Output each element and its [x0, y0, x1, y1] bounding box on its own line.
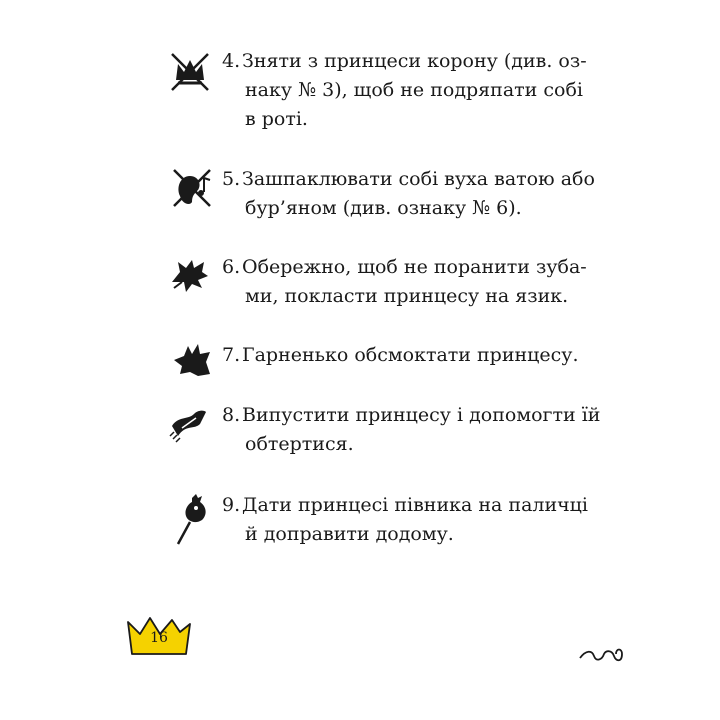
item-text-line: Обережно, щоб не поранити зуба- — [242, 256, 587, 278]
crossed-crown-icon — [168, 50, 212, 94]
towel-icon — [166, 402, 210, 446]
dragon-head-tongue-icon — [168, 252, 212, 296]
item-text-line: обтертися. — [245, 433, 354, 455]
item-number: 9. — [222, 494, 241, 516]
item-text-line: Зняти з принцеси корону (див. оз- — [242, 50, 587, 72]
item-number: 5. — [222, 168, 241, 190]
item-number: 6. — [222, 256, 241, 278]
item-text-line: в роті. — [245, 108, 308, 130]
flourish-icon — [578, 646, 624, 666]
page-number: 16 — [150, 630, 168, 646]
item-number: 8. — [222, 404, 241, 426]
item-text-line: Випустити принцесу і допомогти їй — [242, 404, 601, 426]
rooster-lollipop-icon — [174, 492, 218, 546]
item-number: 7. — [222, 344, 241, 366]
crossed-ear-music-icon — [170, 166, 214, 210]
dragon-head-closed-icon — [170, 338, 214, 382]
item-text-line: бур’яном (див. ознаку № 6). — [245, 197, 522, 219]
item-text-line: Гарненько обсмоктати принцесу. — [242, 344, 579, 366]
item-text-line: наку № 3), щоб не подряпати собі — [245, 79, 583, 101]
item-text-line: й доправити додому. — [245, 523, 454, 545]
item-number: 4. — [222, 50, 241, 72]
item-text-line: ми, покласти принцесу на язик. — [245, 285, 569, 307]
item-text-line: Дати принцесі півника на паличці — [242, 494, 588, 516]
item-text-line: Зашпаклювати собі вуха ватою або — [242, 168, 595, 190]
